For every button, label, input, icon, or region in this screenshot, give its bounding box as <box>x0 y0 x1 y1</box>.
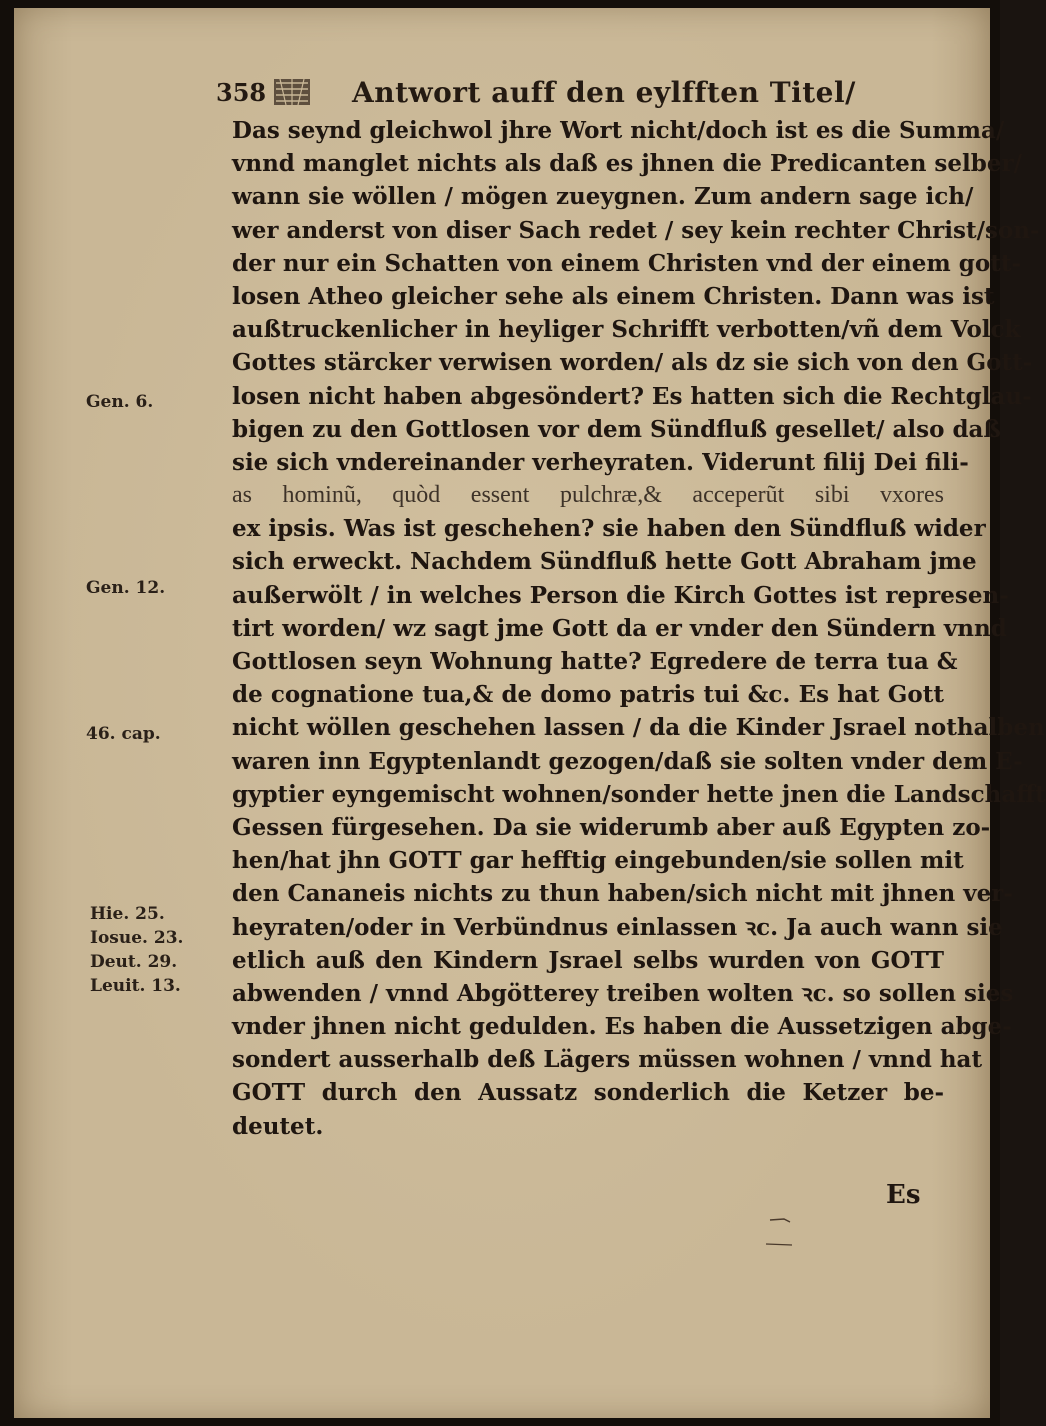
text-line: waren inn Egyptenlandt gezogen/daß sie solten vnder dem E- <box>232 747 1023 775</box>
text-line: losen Atheo gleicher sehe als einem Christen. Dann was ist <box>232 282 995 310</box>
text-line: den Cananeis nichts zu thun haben/sich nicht mit jhnen ver- <box>232 880 1013 908</box>
ink-speck-icon <box>762 1214 802 1254</box>
text-line: sondert ausserhalb deß Lägers müssen wohnen / vnnd hat <box>232 1046 983 1074</box>
text-line-latin: as hominũ, quòd essent pulchræ,& acceperũt sibi vxores <box>232 482 944 509</box>
page-number: 358 <box>216 77 267 107</box>
margin-note: Gen. 12. <box>86 578 166 598</box>
margin-note: Gen. 6. <box>86 392 154 412</box>
text-line: Das seynd gleichwol jhre Wort nicht/doch ist es die Summa/ <box>232 117 1005 144</box>
text-line: nicht wöllen geschehen lassen / da die Kinder Jsrael nothalben <box>232 714 1045 742</box>
text-line: ex ipsis. Was ist geschehen? sie haben den Sündfluß wider <box>232 515 986 543</box>
text-line: tirt worden/ wz sagt jme Gott da er vnder den Sündern vnnd <box>232 614 1007 642</box>
running-head-title: Antwort auff den eylfften Titel/ <box>352 75 856 109</box>
text-line: GOTT durch den Aussatz sonderlich die Ketzer be- <box>232 1079 944 1107</box>
text-line: bigen zu den Gottlosen vor dem Sündfluß gesellet/ also daß <box>232 415 1001 443</box>
text-line: Gottlosen seyn Wohnung hatte? Egredere de terra tua & <box>232 648 958 675</box>
text-line: etlich auß den Kindern Jsrael selbs wurden von GOTT <box>232 946 944 974</box>
margin-note: Hie. 25. <box>90 904 165 924</box>
text-line: vnnd manglet nichts als daß es jhnen die Predicanten selber/ <box>232 150 1022 178</box>
ornament-icon <box>272 75 312 109</box>
text-line: abwenden / vnnd Abgötterey treiben wolten ꝛc. so sollen sies <box>232 979 1014 1007</box>
text-line: wann sie wöllen / mögen zueygnen. Zum andern sage ich/ <box>232 183 974 211</box>
catchword: Es <box>886 1180 921 1210</box>
text-line: Gottes stärcker verwisen worden/ als dz sie sich von den Gott- <box>232 349 1033 377</box>
text-line: vnder jhnen nicht gedulden. Es haben die Aussetzigen abge- <box>232 1013 1012 1041</box>
margin-note: Deut. 29. <box>90 952 178 972</box>
margin-note: Leuit. 13. <box>90 976 181 996</box>
text-line: außerwölt / in welches Person die Kirch Gottes ist represen- <box>232 581 1009 609</box>
text-line: losen nicht haben abgesöndert? Es hatten sich die Rechtglau- <box>232 382 1032 410</box>
text-line: deutet. <box>232 1112 324 1140</box>
text-line: außtruckenlicher in heyliger Schrifft verbotten/vñ dem Volck <box>232 316 1021 344</box>
body-text <box>232 114 1046 1143</box>
text-line: de cognatione tua,& de domo patris tui &c. Es hat Gott <box>232 681 944 709</box>
text-line: hen/hat jhn GOTT gar hefftig eingebunden/sie sollen mit <box>232 847 964 875</box>
text-line: sie sich vndereinander verheyraten. Viderunt filij Dei fili- <box>232 448 969 476</box>
text-line: Gessen fürgesehen. Da sie widerumb aber auß Egypten zo- <box>232 813 991 841</box>
text-line: der nur ein Schatten von einem Christen vnd der einem gott- <box>232 249 1021 277</box>
margin-note: 46. cap. <box>86 724 161 744</box>
margin-note: Iosue. 23. <box>90 928 184 948</box>
text-line: wer anderst von diser Sach redet / sey kein rechter Christ/son- <box>232 216 1040 244</box>
text-line: gyptier eyngemischt wohnen/sonder hette jnen die Landschafft <box>232 780 1046 808</box>
text-line: heyraten/oder in Verbündnus einlassen ꝛc. Ja auch wann sie <box>232 913 1003 941</box>
text-line: sich erweckt. Nachdem Sündfluß hette Gott Abraham jme <box>232 548 977 576</box>
running-head <box>216 70 936 114</box>
